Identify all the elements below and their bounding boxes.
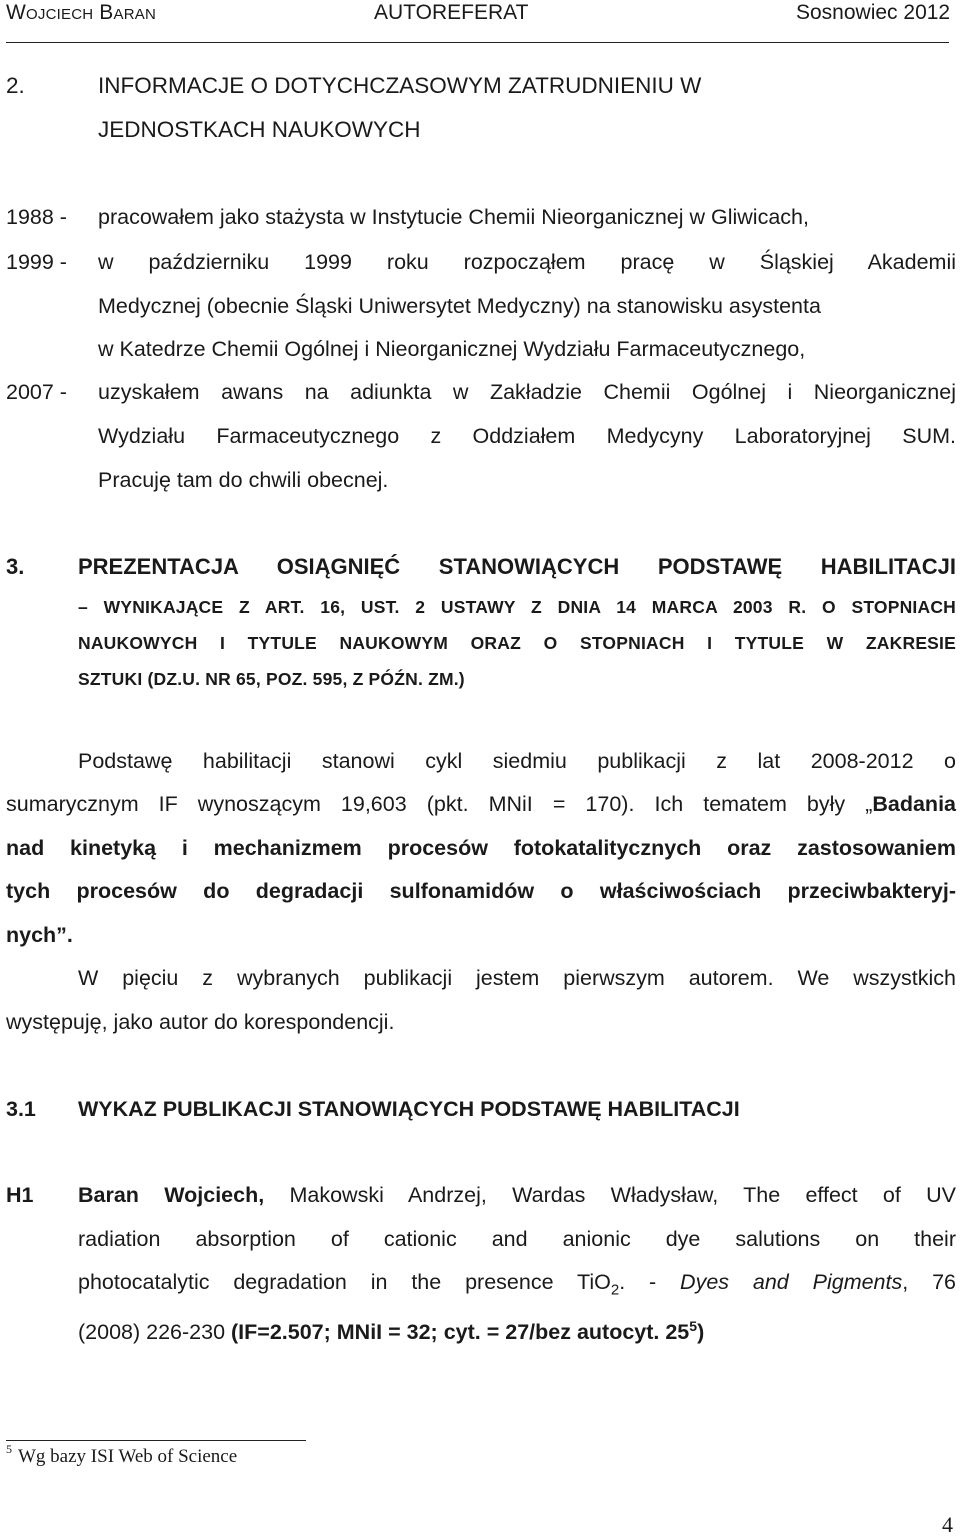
publication-line: (2008) 226-230 (IF=2.507; MNiI = 32; cyt. = 27/bez autocyt. $25^5$) — [78, 1317, 705, 1344]
section-2-number: 2. — [6, 73, 25, 98]
employment-year: 1999 - — [6, 250, 67, 274]
section-3-1-number: 3.1 — [6, 1097, 36, 1121]
section-2-title-line1: INFORMACJE O DOTYCHCZASOWYM ZATRUDNIENIU W — [98, 73, 702, 98]
employment-year: 2007 - — [6, 380, 67, 404]
footnote-rule — [6, 1440, 306, 1441]
paragraph-line: nad kinetyką i mechanizmem procesów fotokatalitycznych oraz zastosowaniem — [6, 836, 956, 860]
page-number: 4 — [942, 1512, 953, 1537]
employment-text: w październiku 1999 roku rozpocząłem pracę w Śląskiej Akademii — [98, 250, 956, 274]
paragraph-line: występuję, jako autor do korespondencji. — [6, 1010, 395, 1034]
publication-line: photocatalytic degradation in the presence TiO$_2$. - Dyes and Pigments, 76 — [78, 1270, 956, 1299]
footnote-text: Wg bazy ISI Web of Science — [18, 1446, 238, 1467]
publication-journal: Dyes and Pigments — [680, 1270, 903, 1294]
section-3-subtitle: SZTUKI (DZ.U. NR 65, POZ. 595, Z PÓŹN. ZM.) — [78, 669, 465, 689]
employment-text: pracowałem jako stażysta w Instytucie Chemii Nieorganicznej w Gliwicach, — [98, 205, 809, 229]
header-place-year: Sosnowiec 2012 — [796, 1, 951, 24]
paragraph-line: Podstawę habilitacji stanowi cykl siedmiu publikacji z lat 2008-2012 o — [78, 749, 956, 773]
section-3-number: 3. — [6, 554, 25, 579]
section-3-subtitle: – WYNIKAJĄCE Z ART. 16, UST. 2 USTAWY Z DNIA 14 MARCA 2003 R. O STOPNIACH — [78, 597, 956, 617]
publication-line: Baran Wojciech, Makowski Andrzej, Wardas Władysław, The effect of UV — [78, 1183, 957, 1207]
employment-text: uzyskałem awans na adiunkta w Zakładzie Chemii Ogólnej i Nieorganicznej — [98, 380, 956, 404]
footnote — [6, 1442, 237, 1468]
section-2-title-line2: JEDNOSTKACH NAUKOWYCH — [98, 117, 421, 142]
page-header — [0, 0, 960, 34]
paragraph-line: nych”. — [6, 923, 73, 947]
section-3-1-title: WYKAZ PUBLIKACJI STANOWIĄCYCH PODSTAWĘ HABILITACJI — [78, 1097, 740, 1121]
header-doc-type: AUTOREFERAT — [374, 1, 529, 24]
publication-line: radiation absorption of cationic and anionic dye salutions on their — [78, 1226, 956, 1251]
publication-first-author: Baran Wojciech, — [78, 1183, 265, 1207]
header-rule — [6, 42, 949, 43]
employment-year: 1988 - — [6, 205, 67, 229]
paragraph-line: W pięciu z wybranych publikacji jestem pierwszym autorem. We wszystkich — [78, 966, 956, 990]
publication-label: H1 — [6, 1183, 34, 1207]
employment-text: Wydziału Farmaceutycznego z Oddziałem Medycyny Laboratoryjnej SUM. — [98, 424, 956, 448]
paragraph-line: sumarycznym IF wynoszącym 19,603 (pkt. MNiI = 170). Ich tematem były „Badania — [6, 792, 956, 816]
employment-text: w Katedrze Chemii Ogólnej i Nieorganicznej Wydziału Farmaceutycznego, — [98, 337, 806, 361]
section-3-subtitle: NAUKOWYCH I TYTULE NAUKOWYM ORAZ O STOPNIACH I TYTULE W ZAKRESIE — [78, 633, 956, 653]
section-3-title: PREZENTACJA OSIĄGNIĘĆ STANOWIĄCYCH PODSTAWĘ HABILITACJI — [78, 554, 956, 579]
footnote-reference: 5 — [689, 1317, 698, 1334]
footnote-mark: 5 — [6, 1442, 12, 1456]
paragraph-line: tych procesów do degradacji sulfonamidów o właściwościach przeciwbakteryj- — [6, 879, 956, 903]
publication-entry — [78, 1174, 956, 1348]
employment-text: Medycznej (obecnie Śląski Uniwersytet Medyczny) na stanowisku asystenta — [98, 294, 821, 318]
employment-text: Pracuję tam do chwili obecnej. — [98, 468, 389, 492]
publication-metrics: (IF=2.507; MNiI = 32; cyt. = 27/bez autocyt. 25 — [231, 1319, 690, 1344]
header-author: Wojciech Baran — [6, 1, 156, 24]
